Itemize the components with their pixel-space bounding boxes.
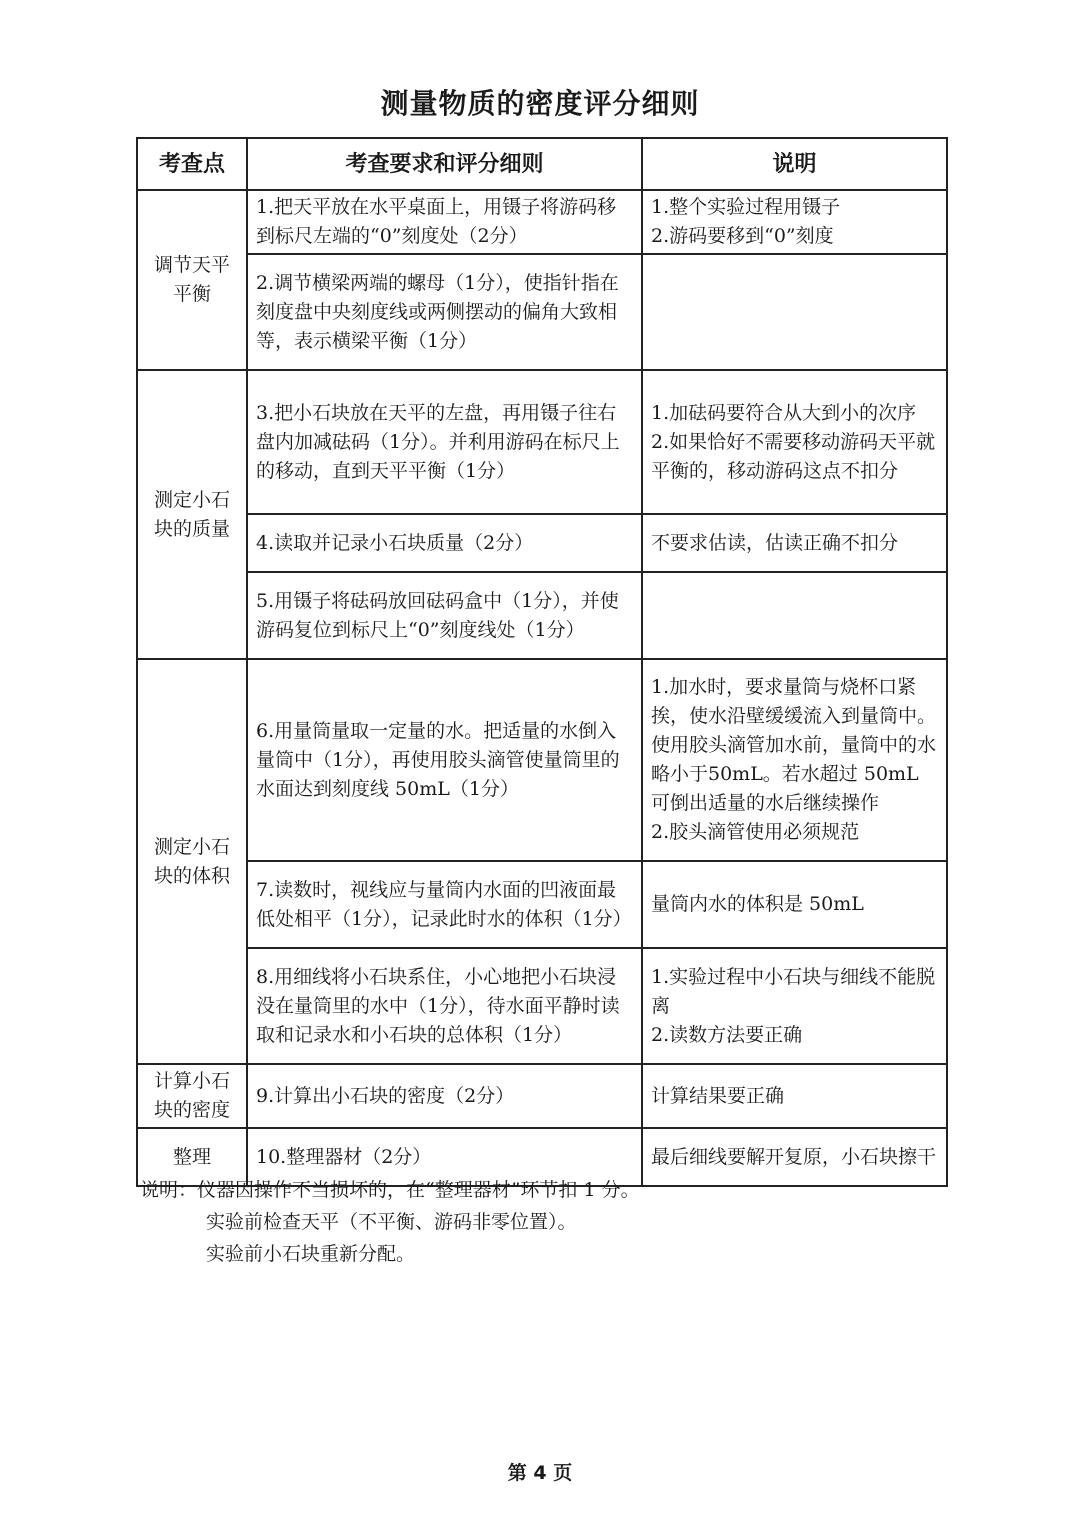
- section-label: 计算小石块的密度: [137, 1064, 247, 1128]
- table-row: [137, 254, 947, 370]
- requirement-cell: 1.把天平放在水平桌面上，用镊子将游码移到标尺左端的“0”刻度处（2分）: [247, 190, 642, 254]
- note-cell: [642, 254, 947, 370]
- table-row: [137, 370, 947, 514]
- column-header-requirements: 考查要求和评分细则: [247, 138, 642, 190]
- note-cell: 不要求估读，估读正确不扣分: [642, 514, 947, 572]
- section-label: 测定小石块的质量: [137, 370, 247, 659]
- note-cell: 计算结果要正确: [642, 1064, 947, 1128]
- note-cell: [642, 572, 947, 659]
- table-row: [137, 861, 947, 948]
- column-header-notes: 说明: [642, 138, 947, 190]
- table-row: [137, 659, 947, 861]
- requirement-cell: 7.读数时，视线应与量筒内水面的凹液面最低处相平（1分），记录此时水的体积（1分）: [247, 861, 642, 948]
- requirement-cell: 3.把小石块放在天平的左盘，再用镊子往右盘内加减砝码（1分）。并利用游码在标尺上的移动，直到天平平衡（1分）: [247, 370, 642, 514]
- page-number: 第 4 页: [507, 1462, 573, 1484]
- note-cell: 最后细线要解开复原，小石块擦干: [642, 1128, 947, 1186]
- page-title: 测量物质的密度评分细则: [380, 87, 700, 120]
- section-label: 测定小石块的体积: [137, 659, 247, 1064]
- note-cell: 1.整个实验过程用镊子 2.游码要移到“0”刻度: [642, 190, 947, 254]
- requirement-cell: 2.调节横梁两端的螺母（1分），使指针指在刻度盘中央刻度线或两侧摆动的偏角大致相等，表示横梁平衡（1分）: [247, 254, 642, 370]
- footnote-line: 说明：仪器因操作不当损坏的，在“整理器材”环节扣 1 分。: [140, 1179, 640, 1201]
- rubric-table: [136, 137, 948, 1187]
- note-cell: 1.实验过程中小石块与细线不能脱离 2.读数方法要正确: [642, 948, 947, 1064]
- table-row: [137, 514, 947, 572]
- footnotes: [140, 1174, 640, 1270]
- requirement-cell: 10.整理器材（2分）: [247, 1128, 642, 1186]
- requirement-cell: 9.计算出小石块的密度（2分）: [247, 1064, 642, 1128]
- table-row: [137, 572, 947, 659]
- footnote-line: 实验前小石块重新分配。: [206, 1243, 416, 1265]
- requirement-cell: 8.用细线将小石块系住，小心地把小石块浸没在量筒里的水中（1分），待水面平静时读取和记录水和小石块的总体积（1分）: [247, 948, 642, 1064]
- column-header-point: 考查点: [137, 138, 247, 190]
- note-cell: 1.加砝码要符合从大到小的次序 2.如果恰好不需要移动游码天平就平衡的，移动游码这点不扣分: [642, 370, 947, 514]
- note-cell: 量筒内水的体积是 50mL: [642, 861, 947, 948]
- footnote-line: 实验前检查天平（不平衡、游码非零位置）。: [206, 1211, 577, 1233]
- table-header-row: [137, 138, 947, 190]
- section-label: 整理: [137, 1128, 247, 1186]
- section-label: 调节天平平衡: [137, 190, 247, 370]
- table-row: [137, 190, 947, 254]
- requirement-cell: 5.用镊子将砝码放回砝码盒中（1分），并使游码复位到标尺上“0”刻度线处（1分）: [247, 572, 642, 659]
- requirement-cell: 4.读取并记录小石块质量（2分）: [247, 514, 642, 572]
- table-row: [137, 948, 947, 1064]
- table-row: [137, 1064, 947, 1128]
- note-cell: 1.加水时，要求量筒与烧杯口紧挨，使水沿壁缓缓流入到量筒中。使用胶头滴管加水前，量筒中的水略小于50mL。若水超过 50mL 可倒出适量的水后继续操作 2.胶头滴管使用必须规范: [642, 659, 947, 861]
- requirement-cell: 6.用量筒量取一定量的水。把适量的水倒入量筒中（1分），再使用胶头滴管使量筒里的水面达到刻度线 50mL（1分）: [247, 659, 642, 861]
